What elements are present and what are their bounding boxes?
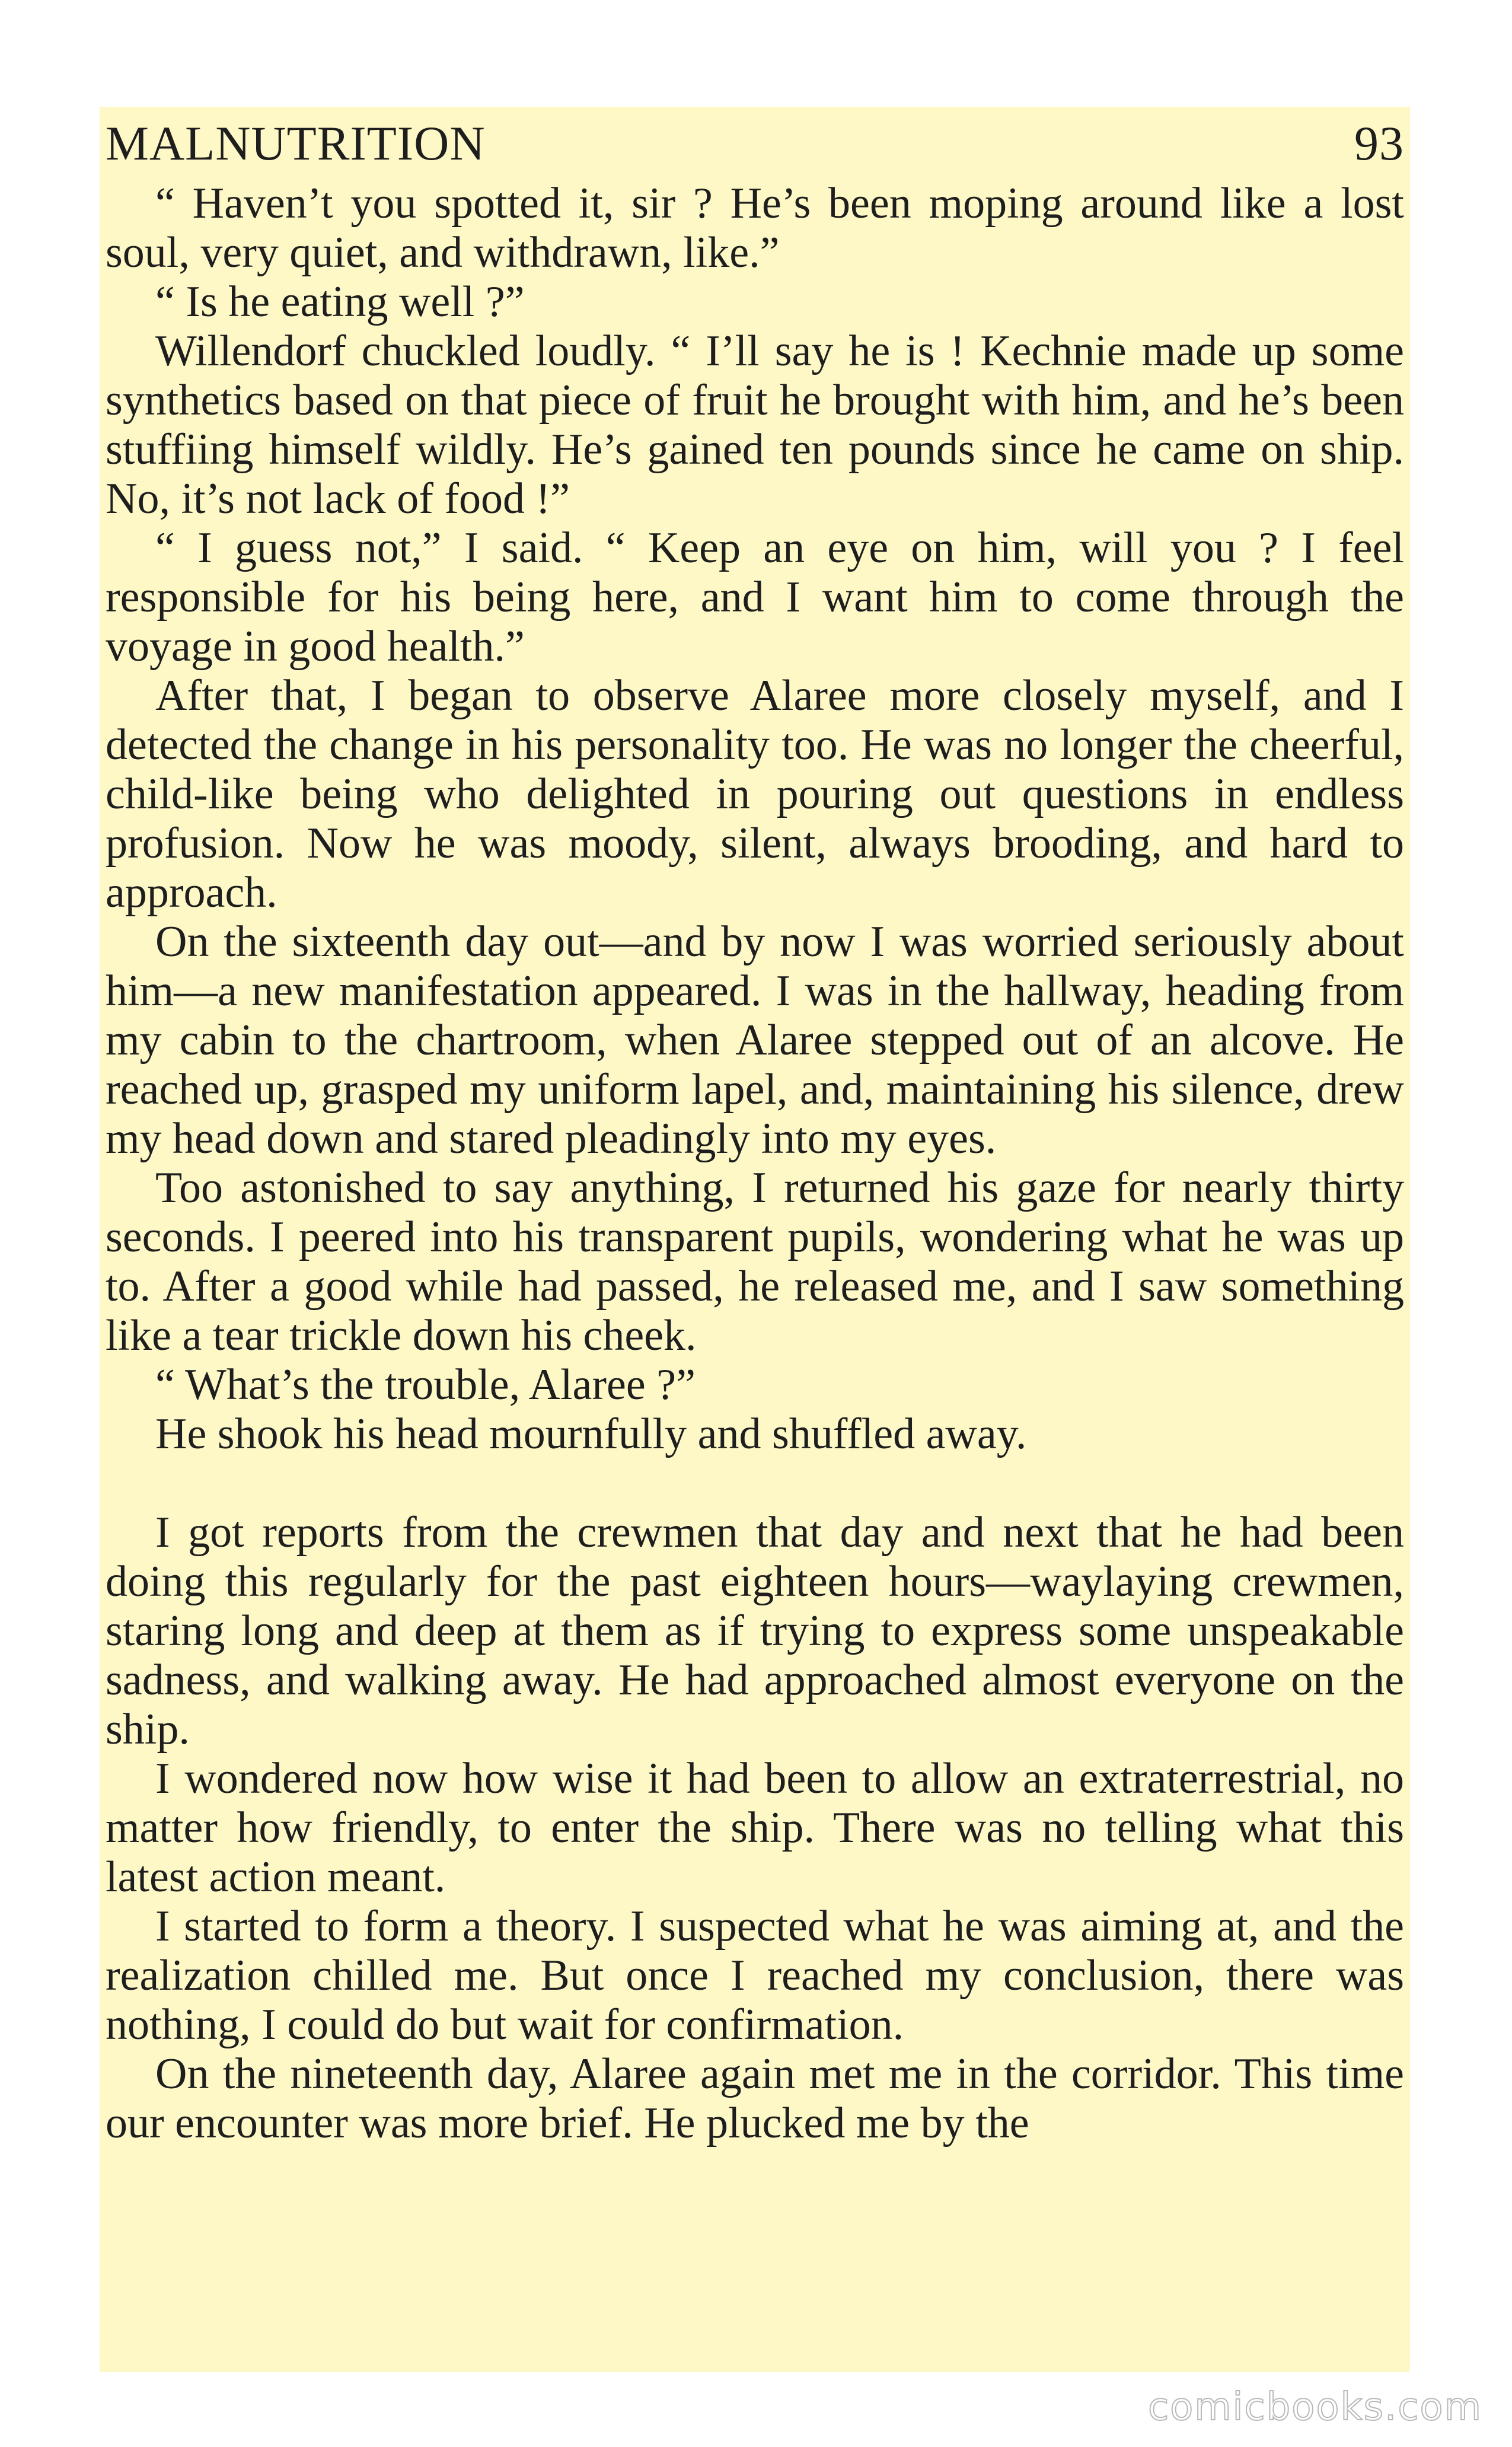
paragraph: I got reports from the crewmen that day and next that he had been doing this regularly for the past eighteen hours—waylaying crewmen, staring long and deep at them as if trying to express some unspeakable sadness, and walking away. He had approached almost everyone on the ship. <box>106 1508 1404 1754</box>
paragraph: “ What’s the trouble, Alaree ?” <box>155 1360 696 1409</box>
running-title: MALNUTRITION <box>106 116 486 170</box>
paragraph: On the sixteenth day out—and by now I was worried seriously about him—a new manifestation appeared. I was in the hallway, heading from my cabin to the chartroom, when Alaree stepped out of an alcove. He reached up, grasped my uniform lapel, and, maintaining his silence, drew my head down and stared pleadingly into my eyes. <box>106 917 1404 1163</box>
paragraph: He shook his head mournfully and shuffled away. <box>155 1410 1027 1458</box>
watermark: comicbooks.com <box>1147 2385 1482 2429</box>
paragraph: On the nineteenth day, Alaree again met me in the corridor. This time our encounter was more brief. He plucked me by the <box>106 2050 1404 2148</box>
book-page <box>100 107 1410 2372</box>
paragraph: Willendorf chuckled loudly. “ I’ll say he is ! Kechnie made up some synthetics based on that piece of fruit he brought with him, and he’s been stuffiing himself wildly. He’s gained ten pounds since he came on ship. No, it’s not lack of food !” <box>106 327 1404 523</box>
paragraph: After that, I began to observe Alaree more closely myself, and I detected the change in his personality too. He was no longer the cheerful, child-like being who delighted in pouring out questions in endless profusion. Now he was moody, silent, always brooding, and hard to approach. <box>106 671 1404 917</box>
paragraph: “ Is he eating well ?” <box>155 278 525 326</box>
paragraph: “ I guess not,” I said. “ Keep an eye on him, will you ? I feel responsible for his being here, and I want him to come through the voyage in good health.” <box>106 524 1404 671</box>
paragraph: I wondered now how wise it had been to allow an extraterrestrial, no matter how friendly, to enter the ship. There was no telling what this latest action meant. <box>106 1754 1404 1901</box>
section-break <box>106 1459 1404 1508</box>
page-number: 93 <box>1354 116 1404 170</box>
paragraph: “ Haven’t you spotted it, sir ? He’s been moping around like a lost soul, very quiet, and withdrawn, like.” <box>106 179 1404 277</box>
running-head <box>106 115 1404 172</box>
paragraph: I started to form a theory. I suspected what he was aiming at, and the realization chilled me. But once I reached my conclusion, there was nothing, I could do but wait for confirmation. <box>106 1902 1404 2049</box>
body-text <box>106 179 1404 2148</box>
paragraph: Too astonished to say anything, I returned his gaze for nearly thirty seconds. I peered into his transparent pupils, wondering what he was up to. After a good while had passed, he released me, and I saw something like a tear trickle down his cheek. <box>106 1164 1404 1360</box>
